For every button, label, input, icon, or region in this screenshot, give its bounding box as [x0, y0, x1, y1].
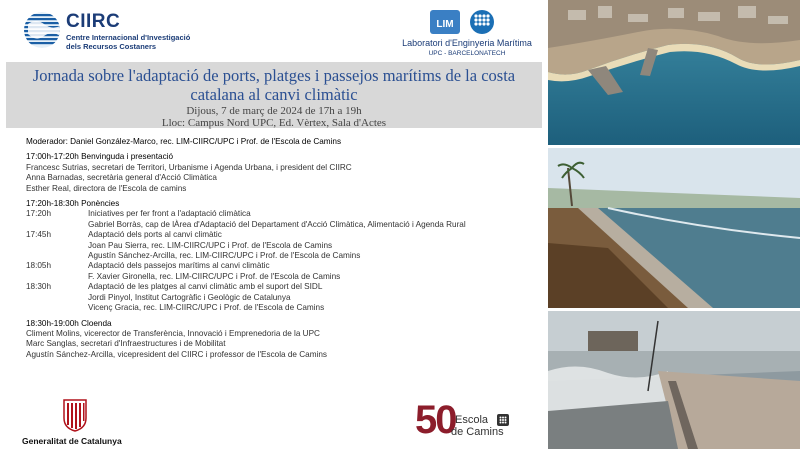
upc-seal-icon — [470, 10, 494, 34]
section-header-closing: 18:30h-19:00h Cloenda — [26, 318, 112, 328]
event-place: Lloc: Campus Nord UPC, Ed. Vèrtex, Sala d'Actes — [161, 117, 387, 129]
lim-upc-logo — [392, 6, 542, 56]
globe-icon — [22, 10, 62, 50]
list-item: Anna Barnadas, secretària general d'Acció Climàtica — [26, 173, 217, 183]
talk-time: 18:05h — [26, 261, 52, 271]
aerial-coast-photo — [548, 0, 800, 145]
list-item: Francesc Sutrias, secretari de Territori, Urbanisme i Agenda Urbana, i president del CIIRC — [26, 162, 352, 172]
talk-speaker: Vicenç Gracia, rec. LIM-CIIRC/UPC i Prof. de l'Escola de Camins — [88, 303, 325, 313]
talk-time: 17:20h — [26, 209, 52, 219]
program — [26, 137, 546, 360]
talk-title: Adaptació de les platges al canvi climàtic amb el suport del SIDL — [88, 282, 323, 292]
photo-column — [548, 0, 800, 449]
escola-anniversary-number: 50 — [415, 398, 456, 442]
talk-speaker: Gabriel Borràs, cap de lÀrea d'Adaptació del Departament d'Acció Climàtica, Alimentació i Agenda Rural — [88, 219, 466, 229]
storm-promenade-photo — [548, 311, 800, 449]
talk-time: 17:45h — [26, 230, 52, 240]
escola-camins-logo — [415, 398, 545, 446]
lim-title: Laboratori d'Enginyeria Marítima — [402, 38, 532, 48]
talk-speaker: F. Xavier Gironella, rec. LIM-CIIRC/UPC i Prof. de l'Escola de Camins — [88, 271, 341, 281]
talk-title: Iniciatives per fer front a l'adaptació climàtica — [88, 209, 251, 219]
ciirc-subtitle: Centre Internacional d'Investigació dels Recursos Costaners — [66, 33, 191, 51]
moderator: Moderador: Daniel González-Marco, rec. LIM-CIIRC/UPC i Prof. de l'Escola de Camins — [26, 137, 342, 146]
beach-promenade-photo — [548, 148, 800, 308]
list-item: Marc Sanglas, secretari d'Infraestructures i de Mobilitat — [26, 339, 226, 349]
talk-speaker: Jordi Pinyol, Institut Cartogràfic i Geològic de Catalunya — [88, 292, 291, 302]
generalitat-logo — [22, 398, 162, 446]
talk-row — [26, 230, 546, 240]
talk-row — [26, 209, 546, 219]
list-item: Agustín Sánchez-Arcilla, vicepresident del CIIRC i professor de l'Escola de Camins — [26, 349, 327, 359]
section-header-talks: 17:20h-18:30h Ponències — [26, 199, 120, 209]
lim-upc-icons — [430, 8, 504, 36]
ciirc-logo — [22, 10, 192, 58]
talk-time: 18:30h — [26, 282, 52, 292]
talk-speaker: Joan Pau Sierra, rec. LIM-CIIRC/UPC i Prof. de l'Escola de Camins — [88, 240, 333, 250]
event-title: Jornada sobre l'adaptació de ports, platges i passejos marítims de la costa catalana al canvi climàtic — [32, 66, 516, 104]
escola-text-line1: Escola — [455, 414, 489, 426]
talk-title: Adaptació dels ports al canvi climàtic — [88, 230, 222, 240]
talk-row — [26, 261, 546, 271]
list-item: Climent Molins, vicerector de Transferència, Innovació i Emprenedoria de la UPC — [26, 328, 320, 338]
generalitat-text: Generalitat de Catalunya — [22, 436, 122, 446]
upc-small-icon — [497, 414, 509, 426]
catalan-emblem-icon — [62, 398, 88, 432]
ciirc-name: CIIRC — [66, 11, 121, 32]
section-header-welcome: 17:00h-17:20h Benvinguda i presentació — [26, 152, 174, 162]
svg-text:LIM: LIM — [436, 19, 454, 30]
event-details — [14, 105, 534, 129]
list-item: Esther Real, directora de l'Escola de camins — [26, 183, 187, 193]
talk-title: Adaptació dels passejos marítims al canvi climàtic — [88, 261, 270, 271]
escola-text-line2: de Camins — [451, 426, 504, 438]
lim-subtitle: UPC - BARCELONATECH — [428, 50, 506, 57]
talk-row — [26, 282, 546, 292]
event-date: Dijous, 7 de març de 2024 de 17h a 19h — [186, 105, 362, 117]
talk-speaker: Agustín Sánchez-Arcilla, rec. LIM-CIIRC/UPC i Prof. de l'Escola de Camins — [88, 251, 361, 261]
